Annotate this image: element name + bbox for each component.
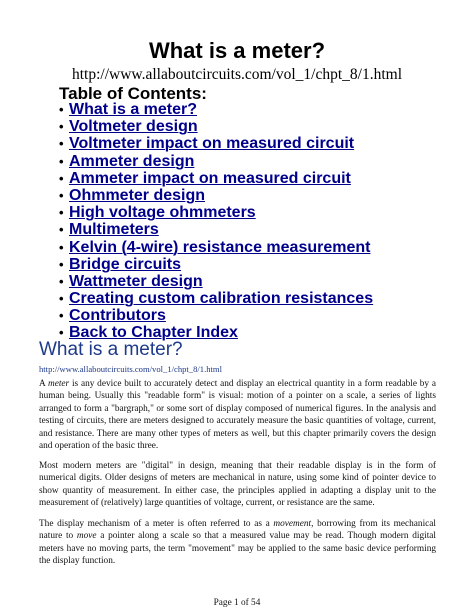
toc-item-ammeter-impact bbox=[59, 170, 373, 187]
paragraph-text: A bbox=[39, 379, 48, 389]
bullet: • bbox=[59, 325, 64, 341]
section-url: http://www.allaboutcircuits.com/vol_1/chpt_8/1.html bbox=[39, 364, 222, 374]
bullet: • bbox=[59, 187, 64, 203]
toc-link-multimeters[interactable]: Multimeters bbox=[69, 221, 159, 239]
toc-link-voltmeter-design[interactable]: Voltmeter design bbox=[69, 118, 198, 136]
bullet: • bbox=[59, 222, 64, 238]
toc-item-voltmeter-impact bbox=[59, 135, 373, 152]
toc-item-what-is-a-meter bbox=[59, 101, 373, 118]
bullet: • bbox=[59, 119, 64, 135]
toc-item-high-voltage-ohmmeters bbox=[59, 204, 373, 221]
table-of-contents bbox=[59, 101, 373, 342]
paragraph-1 bbox=[39, 378, 436, 452]
bullet: • bbox=[59, 273, 64, 289]
toc-link-high-voltage-ohmmeters[interactable]: High voltage ohmmeters bbox=[69, 204, 256, 222]
toc-link-bridge-circuits[interactable]: Bridge circuits bbox=[69, 255, 182, 273]
page-title: What is a meter? bbox=[148, 38, 326, 63]
toc-item-bridge-circuits bbox=[59, 256, 373, 273]
bullet: • bbox=[59, 256, 64, 272]
toc-item-voltmeter-design bbox=[59, 118, 373, 135]
toc-heading: Table of Contents: bbox=[59, 84, 207, 103]
emphasis-term: meter bbox=[48, 379, 70, 389]
toc-link-what-is-a-meter[interactable]: What is a meter? bbox=[69, 101, 198, 118]
paragraph-text: The display mechanism of a meter is often referred to as a bbox=[39, 519, 274, 529]
bullet: • bbox=[59, 153, 64, 169]
paragraph-2: Most modern meters are "digital" in design, meaning that their readable display is in the form of numerical digits. Older designs of meters are mechanical in nature, using some kind of pointer device to show quantity of measurement. In either case, the principles applied in adapting a display unit to the measurement of (relatively) large quantities of voltage, current, or resistance are the same. bbox=[39, 461, 436, 509]
bullet: • bbox=[59, 239, 64, 255]
bullet: • bbox=[59, 170, 64, 186]
toc-link-ammeter-design[interactable]: Ammeter design bbox=[69, 152, 195, 170]
emphasis-term: movement bbox=[273, 519, 312, 529]
toc-item-kelvin-resistance bbox=[59, 239, 373, 256]
toc-link-wattmeter-design[interactable]: Wattmeter design bbox=[69, 272, 203, 290]
toc-link-ammeter-impact[interactable]: Ammeter impact on measured circuit bbox=[69, 169, 351, 187]
toc-link-chapter-index[interactable]: Back to Chapter Index bbox=[69, 324, 238, 342]
toc-item-custom-calibration bbox=[59, 290, 373, 307]
paragraph-text: is any device built to accurately detect and display an electrical quantity in a form readable by a human being. Usually this "readable form" is visual: motion of a pointer on a scale, a series of lights arranged to form a "bargraph," or some sort of display composed of numerical figures. In the analysis and testing of circuits, there are meters designed to accurately measure the basic quantities of voltage, current, and resistance. There are many other types of meters as well, but this chapter primarily covers the design and operation of the basic three. bbox=[39, 379, 436, 452]
toc-link-voltmeter-impact[interactable]: Voltmeter impact on measured circuit bbox=[69, 135, 355, 153]
toc-item-wattmeter-design bbox=[59, 273, 373, 290]
page-number: Page 1 of 54 bbox=[213, 598, 261, 608]
bullet: • bbox=[59, 308, 64, 324]
toc-item-ammeter-design bbox=[59, 153, 373, 170]
bullet: • bbox=[59, 291, 64, 307]
paragraph-text: , borrowing from its mechanical nature to bbox=[39, 519, 436, 542]
paragraph-text: a pointer along a scale so that a measured value may be read. Though modern digital meters have no moving parts, the term "movement" may be applied to the same basic device performing the display function. bbox=[39, 531, 436, 567]
section-heading: What is a meter? bbox=[39, 339, 183, 360]
toc-link-kelvin-resistance[interactable]: Kelvin (4-wire) resistance measurement bbox=[69, 238, 371, 256]
toc-link-contributors[interactable]: Contributors bbox=[69, 307, 166, 325]
bullet: • bbox=[59, 102, 64, 117]
toc-item-ohmmeter-design bbox=[59, 187, 373, 204]
paragraph-3 bbox=[39, 518, 436, 568]
bullet: • bbox=[59, 205, 64, 221]
toc-link-custom-calibration[interactable]: Creating custom calibration resistances bbox=[69, 290, 374, 308]
emphasis-term: move bbox=[76, 531, 97, 542]
toc-link-ohmmeter-design[interactable]: Ohmmeter design bbox=[69, 186, 206, 204]
bullet: • bbox=[59, 136, 64, 152]
toc-item-multimeters bbox=[59, 221, 373, 238]
toc-item-contributors bbox=[59, 307, 373, 324]
source-url: http://www.allaboutcircuits.com/vol_1/chpt_8/1.html bbox=[71, 66, 403, 83]
